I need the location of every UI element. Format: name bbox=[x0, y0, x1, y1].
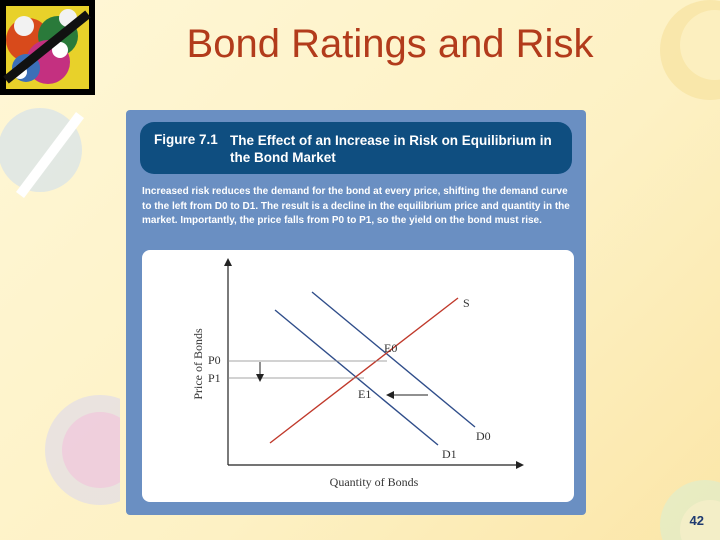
figure-caption: Increased risk reduces the demand for the bond at every price, shifting the demand curve to the left from D0 to D1. The result is a decline in the equilibrium price and quantity in the market. Importantly, the price falls from P0 to P1, so the yield on the bond must rise. bbox=[142, 186, 570, 226]
figure-header bbox=[140, 122, 572, 174]
supply-curve bbox=[270, 298, 458, 443]
e0-label: E0 bbox=[384, 341, 398, 355]
figure-title: The Effect of an Increase in Risk on Equilibrium in the Bond Market bbox=[230, 133, 552, 165]
bond-market-diagram bbox=[142, 250, 574, 502]
page-number: 42 bbox=[689, 513, 704, 528]
decorative-circles bbox=[0, 95, 120, 515]
demand-curve-d0 bbox=[312, 292, 475, 427]
d1-label: D1 bbox=[442, 447, 457, 461]
supply-label: S bbox=[463, 296, 470, 310]
figure-panel bbox=[126, 110, 586, 515]
decorative-circle-bottom-right bbox=[630, 450, 720, 540]
demand-curve-d1 bbox=[275, 310, 438, 445]
e1-label: E1 bbox=[358, 387, 372, 401]
x-axis-label: Quantity of Bonds bbox=[329, 475, 419, 489]
diagram-area bbox=[142, 250, 574, 502]
slide-logo bbox=[0, 0, 95, 95]
slide-title: Bond Ratings and Risk bbox=[186, 22, 594, 66]
d0-label: D0 bbox=[476, 429, 491, 443]
p0-label: P0 bbox=[208, 353, 221, 367]
x-axis-arrow bbox=[516, 461, 524, 469]
y-axis-arrow bbox=[224, 258, 232, 266]
p1-label: P1 bbox=[208, 371, 221, 385]
decorative-circle-top-right bbox=[630, 0, 720, 120]
figure-number: Figure 7.1 bbox=[154, 132, 218, 147]
logo-graphic bbox=[0, 0, 95, 95]
y-axis-label: Price of Bonds bbox=[191, 328, 205, 400]
